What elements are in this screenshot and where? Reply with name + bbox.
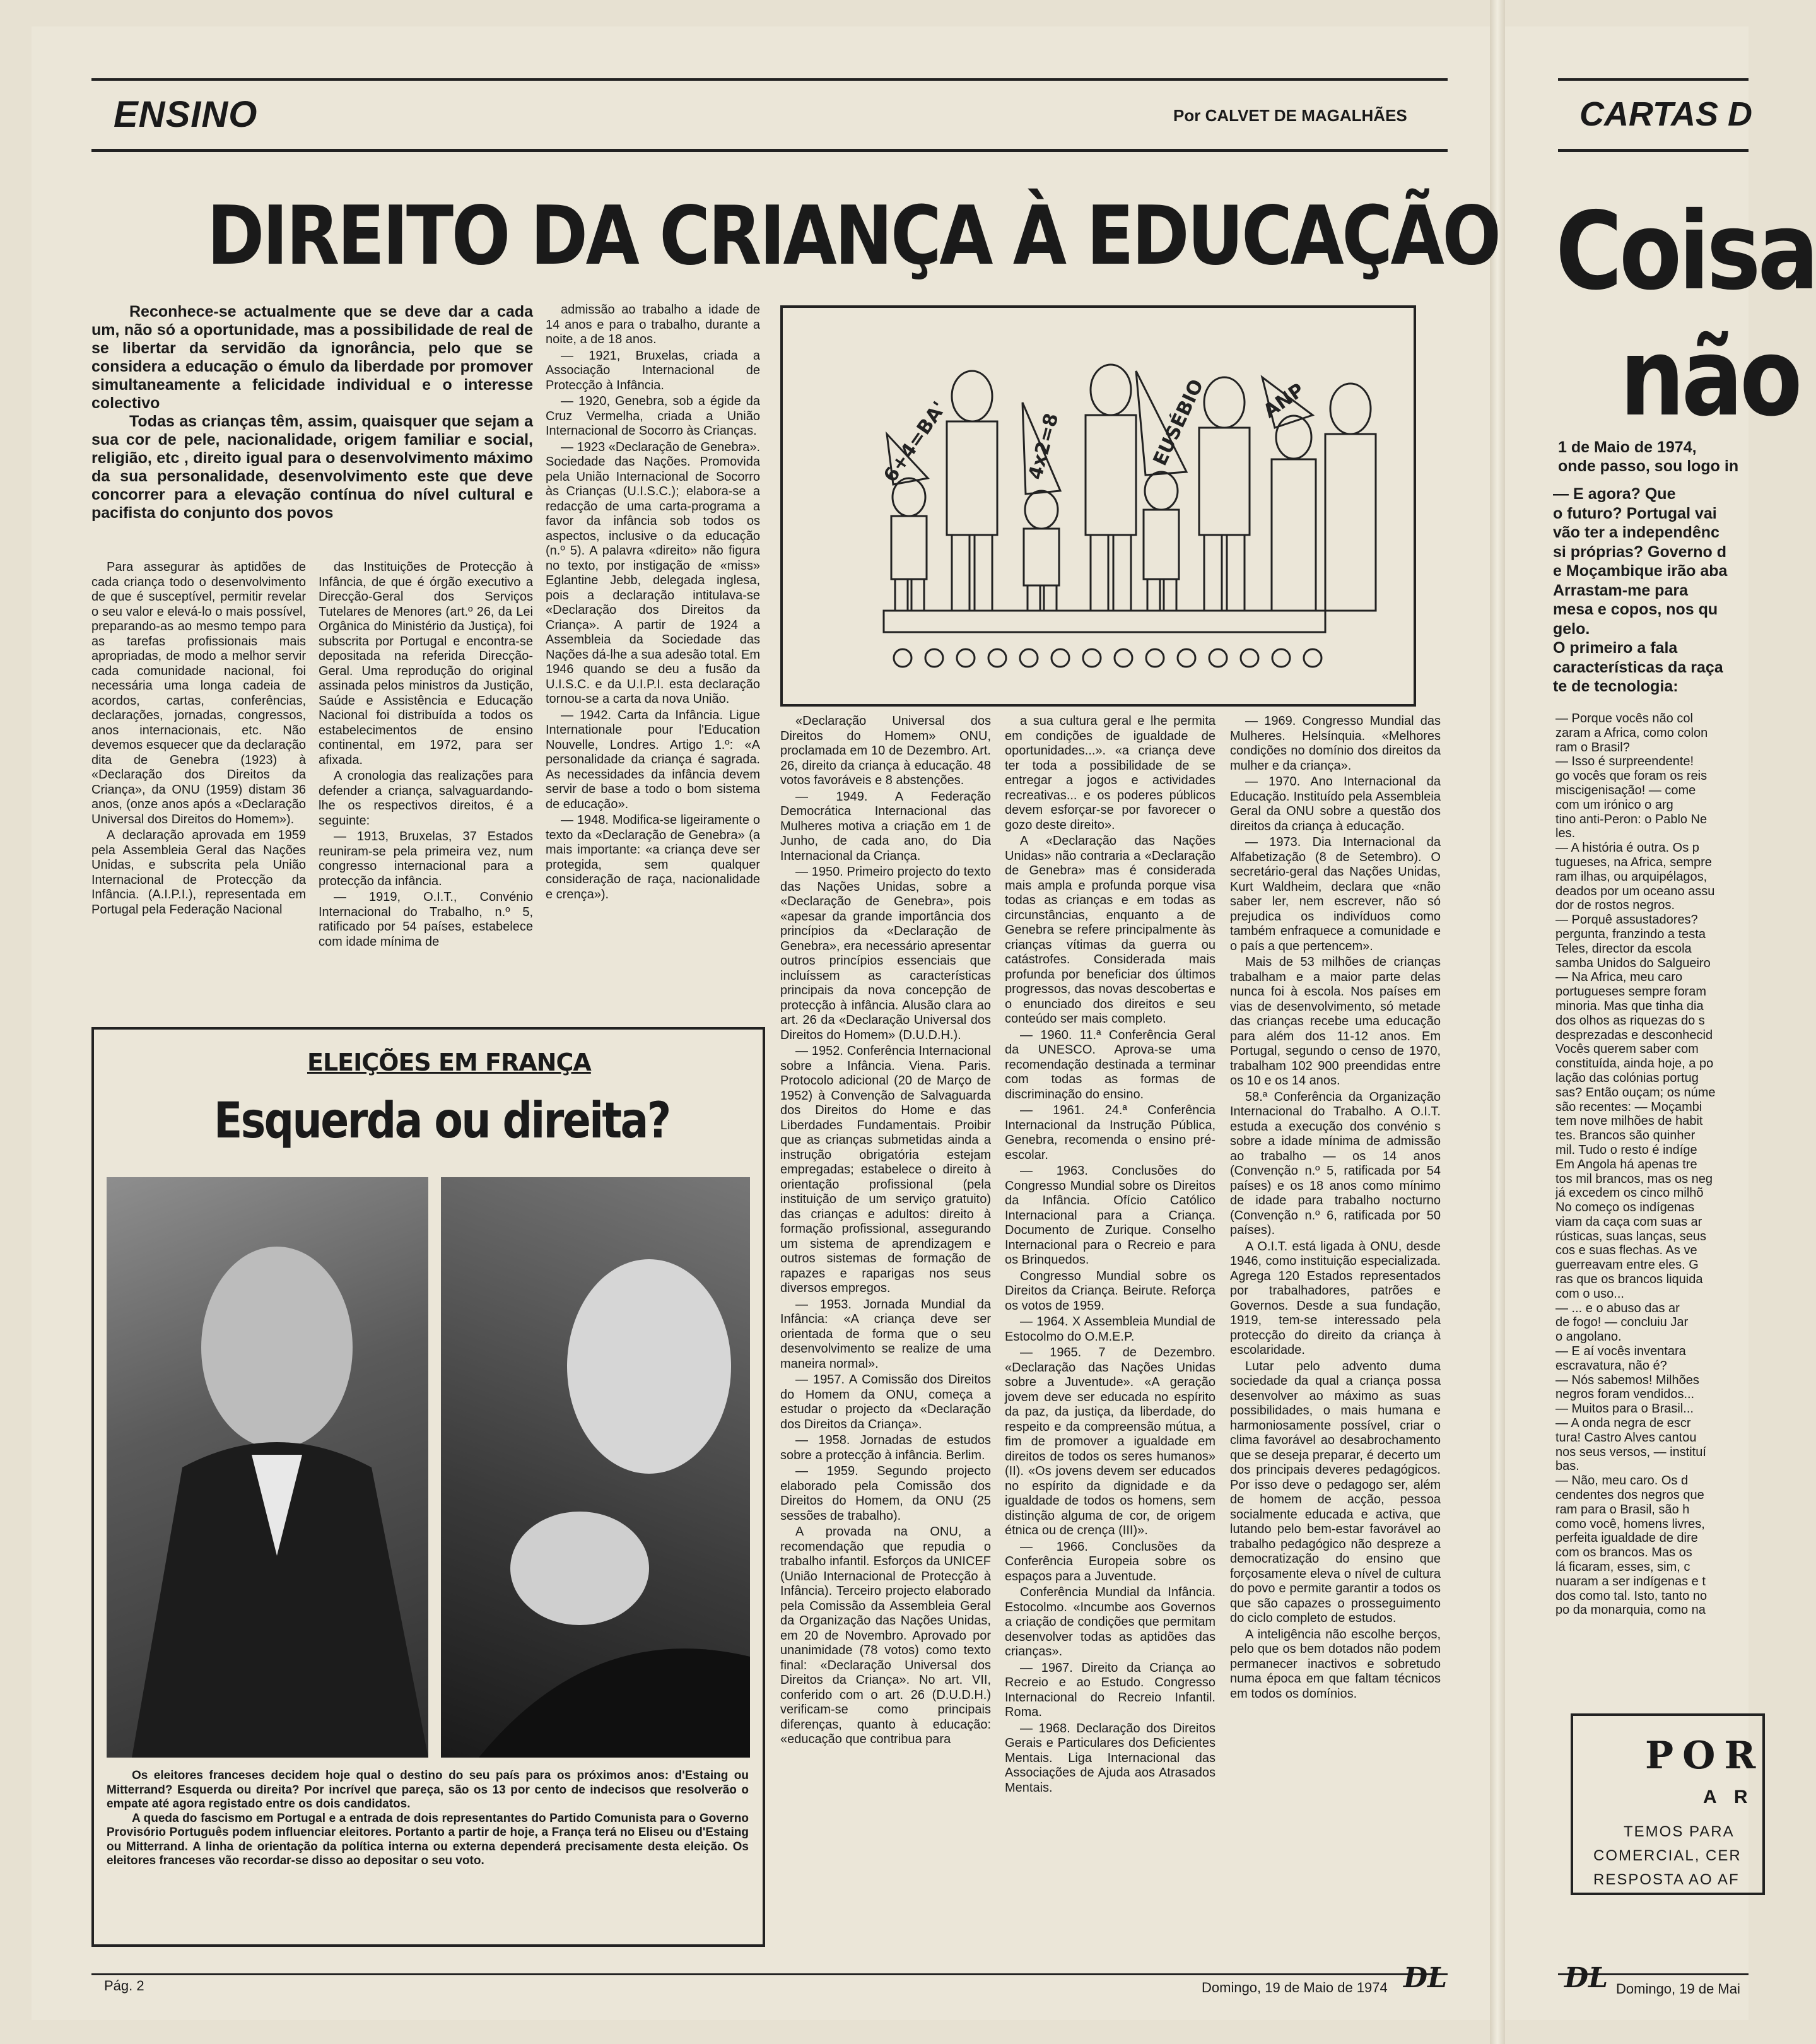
text-line: samba Unidos do Salgueiro: [1555, 956, 1711, 970]
text-line: tes. Brancos são quinher: [1555, 1129, 1696, 1143]
text-line: go vocês que foram os reis: [1555, 769, 1708, 784]
paragraph: — 1958. Jornadas de estudos sobre a protecção à infância. Berlim.: [780, 1433, 991, 1462]
section-label: ENSINO: [114, 94, 258, 135]
text-line: rústicas, suas lanças, seus: [1555, 1229, 1706, 1243]
paragraph: a sua cultura geral e lhe permita em condições de igualdade de oportunidades...». «a criança deve ter toda a possibilidade de se entregar a jogos e actividades recreativas... e os poderes públicos devem esforçar-se por favorecer o gozo deste direito».: [1005, 714, 1216, 832]
text-line: — E aí vocês inventara: [1555, 1344, 1686, 1359]
text-line: dor de rostos negros.: [1555, 898, 1675, 913]
text-line: com o uso...: [1555, 1286, 1624, 1301]
text-line: escravatura, não é?: [1555, 1358, 1667, 1373]
text-line: nuaram a ser indígenas e t: [1555, 1574, 1706, 1589]
text-line: lação das colónias portug: [1555, 1071, 1699, 1085]
text-line: Vocês querem saber com: [1555, 1042, 1699, 1057]
cartoon-label: EUSÉBIO: [1149, 376, 1209, 469]
right-bold-text: [1553, 485, 1727, 696]
advert-heading: POR: [1645, 1734, 1765, 1778]
article-column-4: [780, 714, 991, 1749]
right-header-rule: [1558, 149, 1749, 152]
paragraph: Conferência Mundial da Infância. Estocolmo. «Incumbe aos Governos a criação de condições que permitam desenvolver todas as aptidões das crianças».: [1005, 1585, 1216, 1659]
text-line: negros foram vendidos...: [1555, 1387, 1695, 1402]
paragraph: — 1970. Ano Internacional da Educação. Instituído pela Assembleia Geral da ONU sobre a questão dos direitos da criança à educação.: [1230, 775, 1441, 833]
paragraph: A inteligência não escolhe berços, pelo que os bem dotados não podem permanecer inactivos e sobretudo numa época em que faltam técnicos em todos os domínios.: [1230, 1627, 1441, 1701]
advert-line: COMERCIAL, CER: [1593, 1847, 1742, 1864]
right-newspaper-logo: DL: [1564, 1962, 1608, 1994]
text-line: viam da caça com suas ar: [1555, 1214, 1702, 1229]
text-line: minoria. Mas que tinha dia: [1555, 999, 1704, 1013]
text-line: tos mil brancos, mas os neg: [1555, 1172, 1713, 1186]
paragraph: — 1961. 24.ª Conferência Internacional da Instrução Pública, Genebra, recomenda o ensino pré-escolar.: [1005, 1103, 1216, 1162]
text-line: desprezadas e desconhecid: [1555, 1028, 1713, 1042]
paragraph: — 1923 «Declaração de Genebra». Sociedade das Nações. Promovida pela União Internacional de Socorro às Crianças (U.I.S.C.); elabora-se a redacção de uma carta-programa a favor da infância sob todos os aspectos, inclusive o da educação (n.º 5). A palavra «direito» não figura no texto, por instigação de «miss» Eglantine Jebb, delegada inglesa, pois a declaração intitulava-se «Declaração dos Direitos da Criança». A partir de 1924 a Assembleia da Sociedade das Nações dá-lhe a sua adesão total. Em 1946 quando se deu a fusão da U.I.S.C. e da U.I.P.I. esta declaração tornou-se a carta da nova União.: [546, 440, 760, 706]
bold-line: o futuro? Portugal vai: [1553, 504, 1717, 522]
right-section-label: CARTAS D: [1579, 95, 1753, 133]
right-footer-date: Domingo, 19 de Mai: [1616, 1981, 1740, 1997]
right-headline-2: não: [1620, 315, 1800, 440]
bold-line: e Moçambique irão aba: [1553, 562, 1728, 580]
intro-paragraph: Reconhece-se actualmente que se deve dar a cada um, não só a oportunidade, mas a possibilidade de real de se libertar da servidão da ignorância, pelo que se considera a educação o émulo da liberdade por promover simultaneamente a felicidade individual e o interesse colectivo: [91, 303, 533, 412]
paragraph: — 1968. Declaração dos Direitos Gerais e Particulares dos Deficientes Mentais. Liga Internacional das Associações de Ajuda aos Atrasados Mentais.: [1005, 1721, 1216, 1795]
bold-line: mesa e copos, nos qu: [1553, 601, 1718, 618]
paragraph: — 1967. Direito da Criança ao Recreio e ao Estudo. Congresso Internacional do Recreio Infantil. Roma.: [1005, 1660, 1216, 1719]
paragraph: — 1953. Jornada Mundial da Infância: «A criança deve ser orientada de forma que o seu desenvolvimento se realize de uma maneira normal».: [780, 1297, 991, 1371]
text-line: lá ficaram, esses, sim, c: [1555, 1560, 1690, 1575]
cartoon-illustration: [783, 308, 1414, 704]
text-line: sas? Então ouçam; os núme: [1555, 1085, 1716, 1100]
text-line: miscigenisação! — come: [1555, 783, 1696, 797]
cartoon-label: ANP: [1259, 379, 1309, 423]
paragraph: Congresso Mundial sobre os Direitos da Criança. Beirute. Reforça os votos de 1959.: [1005, 1269, 1216, 1313]
text-line: tugueses, na Africa, sempre: [1555, 855, 1712, 869]
lead-line: 1 de Maio de 1974,: [1558, 438, 1697, 456]
paragraph: A O.I.T. está ligada à ONU, desde 1946, como instituição especializada. Agrega 120 Estados representados por trabalhadores, patrões e Governos. Desde a sua fundação, 1919, tem-se interessado pela protecção do direito da criança à escolaridade.: [1230, 1239, 1441, 1357]
text-line: bas.: [1555, 1459, 1579, 1474]
paragraph: — 1921, Bruxelas, criada a Associação Internacional de Protecção à Infância.: [546, 348, 760, 392]
advert-subheading: A R: [1703, 1787, 1754, 1807]
header-rule: [91, 149, 1448, 152]
paragraph: das Instituições de Protecção à Infância, de que é órgão executivo a Direcção-Geral dos Serviços Tutelares de Menores (art.º 26, da Lei Orgânica do Ministério da Justiça), foi subscrita por Portugal e encontra-se depositada na referida Direcção-Geral. Uma reprodução do original assinada pelos ministros da Justição, Saúde e Assistência e Educação Nacional foi distribuída a todos os estabelecimentos de ensino continental, em 1972, para ser afixada.: [319, 560, 533, 767]
paragraph: — 1942. Carta da Infância. Ligue Internationale pour l'Education Nouvelle, Londres. Artigo 1.º: «A personalidade da criança é sagrada. As necessidades da infância devem servir de base a todo o bom sistema de educação».: [546, 708, 760, 811]
text-line: — A história é outra. Os p: [1555, 841, 1699, 855]
paragraph: A cronologia das realizações para defender a criança, salvaguardando-lhe os respectivos direitos, é a seguinte:: [319, 769, 533, 828]
page-headline: DIREITO DA CRIANÇA À EDUCAÇÃO: [207, 189, 1499, 283]
text-line: ram para o Brasil, são h: [1555, 1502, 1690, 1517]
right-headline-1: Coisa: [1555, 189, 1816, 314]
paragraph: — 1948. Modifica-se ligeiramente o texto da «Declaração de Genebra» (a mais importante: «a criança deve ser protegida, sem qualquer consideração de raça, nacionalidade e crença»).: [546, 813, 760, 902]
text-line: Em Angola há apenas tre: [1555, 1157, 1697, 1172]
paragraph: — 1959. Segundo projecto elaborado pela Comissão dos Direitos do Homem, da ONU (25 sessões de trabalho).: [780, 1464, 991, 1523]
text-line: guerreavam entre eles. G: [1555, 1258, 1699, 1272]
right-lead: [1558, 438, 1738, 476]
bold-line: si próprias? Governo d: [1553, 543, 1727, 561]
paragraph: — 1966. Conclusões da Conferência Europeia sobre os espaços para a Juventude.: [1005, 1539, 1216, 1583]
text-line: nos seus versos, — instituí: [1555, 1445, 1706, 1459]
paragraph: — 1920, Genebra, sob a égide da Cruz Vermelha, criada a União Internacional de Socorro às Crianças.: [546, 394, 760, 438]
photo-giscard: [107, 1177, 428, 1758]
text-line: — Nós sabemos! Milhões: [1555, 1373, 1699, 1387]
text-line: pergunta, franzindo a testa: [1555, 927, 1706, 941]
caption-paragraph: Os eleitores franceses decidem hoje qual o destino do seu país para os próximos anos: d'Estaing ou Mitterrand? Esquerda ou direita? Por incrível que pareça, são os 13 por cento de indecisos que resolverão o empate até agora registado entre os dois candidatos.: [107, 1769, 749, 1811]
top-rule: [91, 78, 1448, 81]
text-line: já excedem os cinco milhõ: [1555, 1186, 1704, 1201]
cartoon-label: 4x2=8: [1024, 411, 1063, 482]
text-line: portugueses sempre foram: [1555, 985, 1707, 999]
text-line: mil. Tudo o resto é indíge: [1555, 1142, 1697, 1157]
article-column-5: [1005, 714, 1216, 1797]
box-caption: [107, 1769, 749, 1869]
text-line: — Na Africa, meu caro: [1555, 970, 1683, 985]
bold-line: características da raça: [1553, 658, 1723, 676]
text-line: com um irónico o arg: [1555, 797, 1673, 812]
advert-line: TEMOS PARA: [1624, 1823, 1735, 1840]
paragraph: A «Declaração das Nações Unidas» não contraria a «Declaração de Genebra» mas é considerada mais ampla e profunda porque visa todas as crianças e em todas as circunstâncias, enquanto a de Genebra se refere principalmente às crianças vítimas da guerra ou catástrofes. Considerada mais profunda por beneficiar dos últimos progressos, das novas descobertas e o enunciado dos direitos e seu conteúdo ser mais completo.: [1005, 834, 1216, 1026]
text-line: ram ilhas, ou arquipélagos,: [1555, 869, 1708, 884]
bold-line: — E agora? Que: [1553, 485, 1676, 503]
text-line: são recentes: — Moçambi: [1555, 1100, 1702, 1114]
text-line: — Muitos para o Brasil...: [1555, 1402, 1694, 1416]
paragraph: A declaração aprovada em 1959 pela Assembleia Geral das Nações Unidas, e subscrita pela União Internacional de Protecção da Infância. (A.I.P.I.), representada em Portugal pela Federação Nacional: [91, 828, 306, 917]
text-line: Teles, director da escola: [1555, 941, 1692, 956]
text-line: cos e suas flechas. As ve: [1555, 1243, 1697, 1258]
paragraph: — 1949. A Federação Democrática Internacional das Mulheres motiva a criação em 1 de Junho, de cada ano, do Dia Internacional da Criança.: [780, 789, 991, 863]
byline: Por CALVET DE MAGALHÃES: [1173, 106, 1407, 125]
paragraph: — 1960. 11.ª Conferência Geral da UNESCO. Aprova-se uma recomendação destinada a terminar com todas as formas de discriminação do ensino.: [1005, 1028, 1216, 1101]
text-line: — Não, meu caro. Os d: [1555, 1474, 1689, 1488]
paragraph: — 1952. Conferência Internacional sobre a Infância. Viena. Paris. Protocolo adicional (20 de Março de 1952) à Convenção de Salvaguarda dos Direitos do Home e das Liberdades Fundamentais. Proibir que as crianças submetidas ainda a instrução obrigatória estejam empregadas; estabelece o direito à orientação profissional (pela instituição de um serviço gratuito) das crianças e adultos: direito à formação profissional, assegurando um sistema de aprendizagem e outros sistemas de formação de rapazes e raparigas nos seus diversos empregos.: [780, 1044, 991, 1295]
caption-paragraph: A queda do fascismo em Portugal e a entrada de dois representantes do Partido Comunista para o Governo Provisório Português podem influenciar eleitores. Portanto a partir de hoje, a França terá no Eliseu ou d'Estaing ou Mitterrand. A linha de orientação da política interna ou externa dependerá precisamente desta eleição. Os eleitores franceses vão recordar-se disso ao depositar o seu voto.: [107, 1811, 749, 1867]
paragraph: Para assegurar às aptidões de cada criança todo o desenvolvimento de que é susceptível, permitir revelar o seu valor e elevá-lo o mais possível, preparando-as ao mesmo tempo para as tarefas profissionais mais apropriadas, de modo a melhor servir cada comunidade nacional, foi necessária uma longa cadeia de acordos, cartas, conferências, declarações, jornadas, congressos, anos internacionais, etc. Não devemos esquecer que da declaração dita de Genebra (1923) à «Declaração dos Direitos da Criança», da ONU (1959) distam 36 anos, (onze anos após a «Declaração Universal dos Direitos do Homem»).: [91, 560, 306, 826]
article-column-3: [546, 303, 760, 903]
text-line: No começo os indígenas: [1555, 1201, 1695, 1215]
text-line: po da monarquia, como na: [1555, 1603, 1706, 1618]
paragraph: admissão ao trabalho a idade de 14 anos e para o trabalho, durante a noite, a de 18 anos.: [546, 303, 760, 346]
paragraph: — 1913, Bruxelas, 37 Estados reuniram-se pela primeira vez, num congresso internacional para a protecção da infância.: [319, 830, 533, 888]
text-line: — A onda negra de escr: [1555, 1416, 1691, 1431]
page-number: Pág. 2: [104, 1978, 144, 1994]
paragraph: — 1963. Conclusões do Congresso Mundial sobre os Direitos da Infância. Ofício Católico Internacional para a Criança. Documento de Zurique. Conselho Internacional para o Recreio e para os Brinquedos.: [1005, 1164, 1216, 1267]
paragraph: — 1957. A Comissão dos Direitos do Homem da ONU, começa a estudar o projecto da «Declaração dos Direitos da Criança».: [780, 1373, 991, 1431]
text-line: constituída, ainda hoje, a po: [1555, 1057, 1714, 1071]
text-line: tura! Castro Alves cantou: [1555, 1430, 1697, 1445]
cartoon-label: 6+4=BA': [879, 397, 951, 487]
advert-line: RESPOSTA AO AF: [1593, 1871, 1740, 1888]
text-line: — Isso é surpreendente!: [1555, 755, 1694, 769]
lead-line: onde passo, sou logo in: [1558, 457, 1739, 475]
text-line: ras que os brancos liquida: [1555, 1272, 1703, 1287]
paragraph: Lutar pelo advento duma sociedade da qual a criança possa desenvolver ao máximo as suas possibilidades, o mais humana e harmoniosamente possível, criar o clima favorável ao desabrochamento que se deseja preparar, é decerto um dos principais deveres pedagógicos. Por isso deve o pedagogo ser, além de homem de acção, pessoa socialmente educada e activa, que lutando pelo bem-estar favorável ao trabalho pedagógico não despreze a democratização do ensino que forçosamente eleva o nível de cultura do povo e permite garantir a todos os que são capazes o prosseguimento do ciclo completo de estudos.: [1230, 1359, 1441, 1625]
text-line: cendentes dos negros que: [1555, 1488, 1704, 1503]
paragraph: Mais de 53 milhões de crianças trabalham e a maior parte delas nunca foi à escola. Nos países em vias de desenvolvimento, só metade das crianças recebe uma educação para além dos 11-12 anos. Em Portugal, segundo o censo de 1970, trabalham 102 900 preendidas entre os 10 e os 14 anos.: [1230, 955, 1441, 1088]
right-body-text: [1555, 712, 1715, 1618]
paragraph: «Declaração Universal dos Direitos do Homem» ONU, proclamada em 10 de Dezembro. Art. 26, direito da criança à educação. 48 votos favoráveis e 8 abstenções.: [780, 714, 991, 787]
paragraph: — 1919, O.I.T., Convénio Internacional do Trabalho, n.º 5, ratificado por 54 países, estabelece com idade mínima de: [319, 890, 533, 949]
paragraph: — 1965. 7 de Dezembro. «Declaração das Nações Unidas sobre a Juventude». «A geração jovem deve ser educada no espírito da paz, da justiça, da liberdade, do respeito e da compreensão mútua, a fim de promover a igualdade em direitos de todos os seres humanos» (II). «Os jovens devem ser educados no espírito da dignidade e da igualdade de todos os homens, sem distinção alguma de cor, de origem étnica ou de crença (III)».: [1005, 1346, 1216, 1537]
paragraph: 58.ª Conferência da Organização Internacional do Trabalho. A O.I.T. estuda a execução dos convénio s sobre a idade mínima de admissão ao trabalho — os 14 anos (Convenção n.º 5, ratificada por 54 países) e os 18 anos como mínimo de idade para trabalho nocturno (Convenção n.º 6, ratificada por 50 países).: [1230, 1090, 1441, 1237]
newspaper-logo: DL: [1403, 1962, 1448, 1994]
article-column-1: [91, 560, 306, 919]
cartoon-frame: [780, 305, 1416, 707]
page-gutter: [1490, 0, 1505, 2044]
text-line: — Porque vocês não col: [1555, 712, 1693, 725]
box-title: Esquerda ou direita?: [214, 1093, 670, 1149]
text-line: com os brancos. Mas os: [1555, 1546, 1692, 1560]
text-line: tino anti-Peron: o Pablo Ne: [1555, 812, 1708, 826]
text-line: les.: [1555, 826, 1576, 841]
paragraph: — 1973. Dia Internacional da Alfabetização (8 de Setembro). O secretário-geral das Nações Unidas, Kurt Waldheim, declara que «não saber ler, nem escrever, não só prejudica os indivíduos como também enfraquece a comunidade e o país a que pertencem».: [1230, 835, 1441, 953]
paragraph: — 1964. X Assembleia Mundial de Estocolmo do O.M.E.P.: [1005, 1315, 1216, 1344]
footer-date: Domingo, 19 de Maio de 1974: [1202, 1980, 1388, 1995]
text-line: o angolano.: [1555, 1330, 1622, 1344]
text-line: zaram a Africa, como colon: [1555, 725, 1708, 740]
article-intro: [91, 303, 533, 522]
paragraph: — 1950. Primeiro projecto do texto das Nações Unidas, sobre a «Declaração de Genebra», pois «apesar da grande importância dos princípios da «Declaração de Genebra», era necessário apresentar outros princípios essenciais que incluíssem as características principais da nova concepção de protecção à infância. Alusão clara ao art. 26 da «Declaração Universal dos Direitos do Homem» (D.U.D.H.).: [780, 865, 991, 1042]
text-line: dos olhos as riquezas do s: [1555, 1013, 1705, 1028]
text-line: — Porquê assustadores?: [1555, 913, 1698, 927]
elections-box: [91, 1027, 765, 1947]
text-line: de fogo! — concluiu Jar: [1555, 1315, 1689, 1330]
right-top-rule: [1558, 78, 1749, 81]
footer-rule: [91, 1973, 1448, 1975]
text-line: ram o Brasil?: [1555, 740, 1630, 755]
bold-line: te de tecnologia:: [1553, 678, 1678, 695]
paragraph: — 1969. Congresso Mundial das Mulheres. Helsínquia. «Melhores condições no domínio dos direitos da mulher e da criança».: [1230, 714, 1441, 773]
text-line: perfeita igualdade de dire: [1555, 1531, 1698, 1546]
photo-mitterrand: [441, 1177, 750, 1758]
article-column-2: [319, 560, 533, 951]
text-line: como você, homens livres,: [1555, 1517, 1705, 1531]
text-line: tem nove milhões de habit: [1555, 1114, 1703, 1129]
bold-line: Arrastam-me para: [1553, 581, 1688, 599]
article-column-6: [1230, 714, 1441, 1703]
paragraph: A provada na ONU, a recomendação que repudia o trabalho infantil. Esforços da UNICEF (União Internacional de Protecção à Infância). Terceiro projecto elaborado pela Comissão da Assembleia Geral da Organização das Nações Unidas, em 20 de Novembro. Aprovado por unanimidade (78 votos) como texto final: «Declaração Universal dos Direitos da Criança». No art. VII, conferido com o art. 26 (D.U.D.H.) verificam-se como principais diferenças, quanto à educação: «educação que contribua para: [780, 1525, 991, 1746]
bold-line: gelo.: [1553, 620, 1590, 638]
text-line: dos como tal. Isto, tanto no: [1555, 1589, 1708, 1603]
bold-line: vão ter a independênc: [1553, 524, 1719, 541]
text-line: — ... e o abuso das ar: [1555, 1301, 1680, 1315]
box-kicker: ELEIÇÕES EM FRANÇA: [307, 1048, 591, 1076]
bold-line: O primeiro a fala: [1553, 639, 1678, 657]
intro-paragraph: Todas as crianças têm, assim, quaisquer que sejam a sua cor de pele, nacionalidade, origem familiar e social, religião, etc , direito igual para o desenvolvimento máximo da sua personalidade, desenvolvimento este que deve concorrer para a elevação contínua do nível cultural e pacifista do conjunto dos povos: [91, 413, 533, 522]
text-line: deados por um oceano assu: [1555, 884, 1715, 898]
